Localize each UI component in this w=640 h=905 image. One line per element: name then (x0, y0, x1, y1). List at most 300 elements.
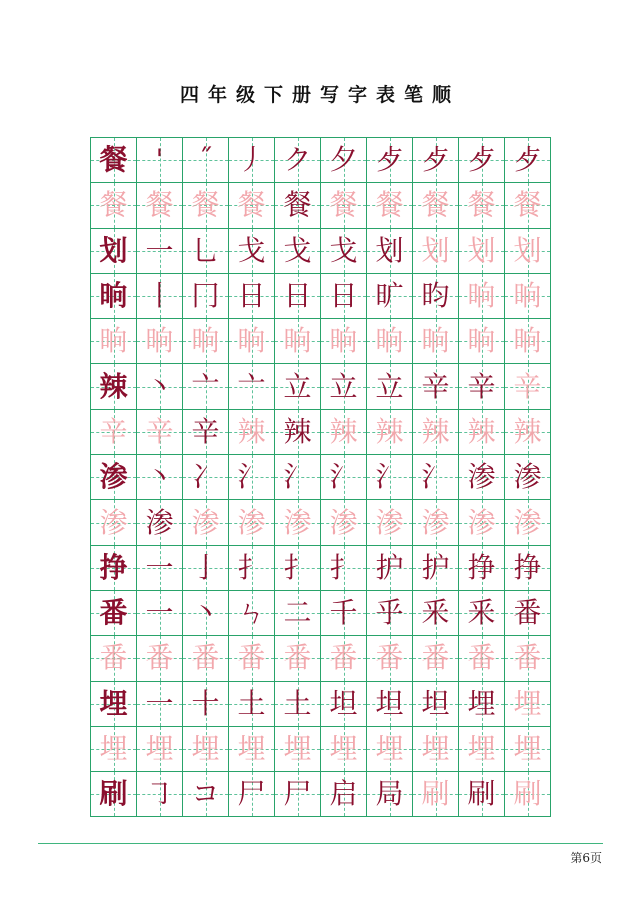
stroke-order-cell (91, 410, 137, 455)
stroke-order-cell (321, 274, 367, 319)
cell-character: 渗 (283, 505, 312, 539)
cell-character: 戈 (237, 233, 266, 267)
cell-character: 划 (375, 233, 404, 267)
stroke-order-cell (459, 410, 505, 455)
cell-character: 晌 (467, 279, 496, 313)
cell-character: 一 (145, 686, 174, 720)
cell-character: 刷 (99, 777, 128, 811)
stroke-order-cell (321, 319, 367, 364)
stroke-order-cell (137, 274, 183, 319)
cell-character: 渗 (513, 505, 542, 539)
cell-character: 氵 (421, 460, 450, 494)
cell-character: 渗 (421, 505, 450, 539)
stroke-order-cell (183, 500, 229, 545)
stroke-order-cell (137, 455, 183, 500)
stroke-order-cell (275, 682, 321, 727)
stroke-order-cell (321, 364, 367, 409)
cell-character: 渗 (145, 505, 174, 539)
stroke-order-cell (229, 546, 275, 591)
stroke-order-cell (505, 546, 551, 591)
cell-character: 坦 (375, 686, 404, 720)
cell-character: 日 (329, 279, 358, 313)
cell-character: 番 (99, 641, 128, 675)
character-cell-main (91, 455, 137, 500)
cell-character: 餐 (99, 188, 128, 222)
cell-character: 乎 (375, 596, 404, 630)
cell-character: 餐 (283, 188, 312, 222)
cell-character: 埋 (421, 732, 450, 765)
character-cell-main (91, 772, 137, 817)
stroke-order-cell (505, 636, 551, 681)
cell-character: 辣 (375, 414, 404, 448)
stroke-order-cell (505, 727, 551, 772)
cell-character: 辛 (421, 369, 450, 403)
cell-character: 埋 (145, 732, 174, 765)
stroke-order-cell (275, 183, 321, 228)
stroke-order-cell (459, 591, 505, 636)
stroke-order-cell (459, 455, 505, 500)
cell-character: 餐 (467, 188, 496, 222)
character-cell-main (91, 546, 137, 591)
stroke-order-cell (137, 229, 183, 274)
cell-character: 立 (375, 369, 404, 403)
cell-character: 埋 (237, 732, 266, 765)
cell-character: ˝ (198, 143, 213, 177)
stroke-order-cell (505, 455, 551, 500)
cell-character: 挣 (467, 550, 496, 584)
stroke-order-cell (367, 364, 413, 409)
stroke-order-cell (275, 274, 321, 319)
cell-character: 渗 (237, 505, 266, 539)
stroke-order-cell (367, 319, 413, 364)
page-number: 第6页 (570, 851, 602, 865)
cell-character: 二 (283, 596, 312, 630)
stroke-order-cell (321, 229, 367, 274)
stroke-order-cell (229, 636, 275, 681)
cell-character: 番 (513, 641, 542, 675)
stroke-order-cell (367, 274, 413, 319)
cell-character: 辣 (237, 414, 266, 448)
stroke-order-cell (137, 682, 183, 727)
cell-character: 晌 (99, 279, 128, 313)
stroke-order-cell (183, 682, 229, 727)
cell-character: 渗 (467, 460, 496, 494)
cell-character: 番 (421, 641, 450, 675)
stroke-order-cell (137, 636, 183, 681)
stroke-order-cell (321, 772, 367, 817)
stroke-order-cell (413, 772, 459, 817)
cell-character: 戈 (329, 233, 358, 267)
stroke-order-cell (413, 500, 459, 545)
stroke-order-cell (367, 727, 413, 772)
cell-character: 埋 (375, 732, 404, 765)
cell-character: ㄣ (237, 596, 266, 630)
cell-character: 刷 (421, 777, 450, 811)
stroke-order-cell (183, 138, 229, 183)
cell-character: 番 (375, 641, 404, 675)
cell-character: 歺 (513, 143, 542, 177)
stroke-order-cell (413, 591, 459, 636)
cell-character: 渗 (99, 505, 128, 539)
stroke-order-cell (413, 183, 459, 228)
cell-character: 亠 (191, 369, 220, 403)
stroke-order-cell (91, 319, 137, 364)
stroke-order-cell (137, 410, 183, 455)
cell-character: 番 (467, 641, 496, 675)
character-cell-main (91, 138, 137, 183)
cell-character: 辣 (329, 414, 358, 448)
cell-character: 辣 (421, 414, 450, 448)
stroke-order-cell (275, 229, 321, 274)
stroke-order-cell (183, 727, 229, 772)
stroke-order-cell (367, 546, 413, 591)
stroke-order-cell (367, 772, 413, 817)
cell-character: 划 (421, 233, 450, 267)
cell-character: 辛 (513, 369, 542, 403)
stroke-order-cell (183, 229, 229, 274)
cell-character: 刷 (467, 777, 496, 811)
cell-character: 番 (237, 641, 266, 675)
stroke-order-cell (505, 183, 551, 228)
cell-character: 扌 (283, 550, 312, 584)
stroke-order-cell (91, 636, 137, 681)
stroke-order-cell (137, 727, 183, 772)
stroke-order-cell (275, 455, 321, 500)
stroke-order-cell (229, 138, 275, 183)
cell-character: 坦 (329, 686, 358, 720)
cell-character: 晌 (99, 324, 128, 358)
stroke-order-cell (137, 138, 183, 183)
stroke-order-cell (137, 183, 183, 228)
cell-character: 十 (191, 686, 220, 720)
cell-character: 釆 (421, 596, 450, 630)
cell-character: 埋 (329, 732, 358, 765)
stroke-order-cell (183, 319, 229, 364)
cell-character: 一 (145, 550, 174, 584)
stroke-order-cell (459, 772, 505, 817)
cell-character: 启 (329, 777, 358, 811)
character-cell-main (91, 591, 137, 636)
stroke-order-cell (459, 727, 505, 772)
cell-character: 埋 (513, 686, 542, 720)
stroke-order-cell (183, 364, 229, 409)
stroke-order-cell (459, 636, 505, 681)
stroke-order-cell (183, 410, 229, 455)
cell-character: 护 (421, 550, 450, 584)
stroke-order-cell (505, 319, 551, 364)
stroke-order-cell (367, 229, 413, 274)
cell-character: 番 (145, 641, 174, 675)
stroke-order-cell (275, 364, 321, 409)
cell-character: 釆 (467, 596, 496, 630)
cell-character: 埋 (467, 732, 496, 765)
cell-character: 乚 (191, 233, 220, 267)
cell-character: 土 (237, 686, 266, 720)
cell-character: 辛 (467, 369, 496, 403)
stroke-order-cell (459, 138, 505, 183)
cell-character: 餐 (191, 188, 220, 222)
cell-character: 局 (375, 777, 404, 811)
cell-character: 划 (99, 233, 128, 267)
stroke-order-cell (367, 591, 413, 636)
cell-character: 晌 (191, 324, 220, 358)
cell-character: 番 (99, 596, 128, 630)
cell-character: 丿 (237, 143, 266, 177)
cell-character: 晌 (513, 279, 542, 313)
cell-character: 餐 (329, 188, 358, 222)
cell-character: 晌 (283, 324, 312, 358)
cell-character: 餐 (99, 143, 128, 177)
cell-character: 丨 (145, 279, 174, 313)
stroke-order-cell (459, 319, 505, 364)
cell-character: 晌 (145, 324, 174, 358)
cell-character: 埋 (191, 732, 220, 765)
stroke-order-cell (413, 364, 459, 409)
stroke-order-cell (413, 138, 459, 183)
cell-character: 埋 (283, 732, 312, 765)
cell-character: 餐 (513, 188, 542, 222)
cell-character: 晌 (237, 324, 266, 358)
stroke-order-cell (275, 319, 321, 364)
stroke-order-cell (229, 727, 275, 772)
cell-character: 埋 (513, 732, 542, 765)
stroke-order-cell (91, 500, 137, 545)
cell-character: 亅 (191, 550, 220, 584)
cell-character: 氵 (237, 460, 266, 494)
stroke-order-cell (413, 682, 459, 727)
cell-character: 渗 (191, 505, 220, 539)
stroke-order-cell (321, 546, 367, 591)
stroke-order-cell (505, 772, 551, 817)
stroke-order-cell (505, 138, 551, 183)
stroke-order-cell (229, 682, 275, 727)
cell-character: 旷 (375, 279, 404, 313)
stroke-order-cell (321, 183, 367, 228)
stroke-order-cell (229, 183, 275, 228)
stroke-order-cell (229, 772, 275, 817)
stroke-order-cell (275, 410, 321, 455)
stroke-order-cell (183, 546, 229, 591)
stroke-order-cell (367, 183, 413, 228)
cell-character: 辛 (99, 414, 128, 448)
cell-character: 冫 (191, 460, 220, 494)
cell-character: 歺 (375, 143, 404, 177)
stroke-order-cell (321, 591, 367, 636)
cell-character: 一 (145, 233, 174, 267)
cell-character: 歺 (467, 143, 496, 177)
cell-character: 护 (375, 550, 404, 584)
stroke-order-cell (459, 274, 505, 319)
cell-character: 晌 (467, 324, 496, 358)
cell-character: 一 (145, 596, 174, 630)
cell-character: 番 (191, 641, 220, 675)
stroke-order-cell (413, 274, 459, 319)
cell-character: 氵 (375, 460, 404, 494)
cell-character: 辛 (191, 414, 220, 448)
cell-character: 晌 (421, 324, 450, 358)
stroke-order-cell (229, 410, 275, 455)
stroke-order-cell (183, 636, 229, 681)
stroke-order-cell (321, 636, 367, 681)
stroke-order-cell (321, 727, 367, 772)
stroke-order-cell (229, 319, 275, 364)
stroke-order-cell (275, 772, 321, 817)
stroke-order-cell (321, 500, 367, 545)
cell-character: 埋 (467, 686, 496, 720)
stroke-order-cell (321, 138, 367, 183)
stroke-order-cell (367, 500, 413, 545)
cell-character: 戈 (283, 233, 312, 267)
stroke-order-cell (505, 410, 551, 455)
cell-character: 氵 (283, 460, 312, 494)
cell-character: 辣 (99, 369, 128, 403)
stroke-order-cell (229, 364, 275, 409)
cell-character: 辣 (283, 414, 312, 448)
stroke-order-cell (275, 500, 321, 545)
stroke-order-cell (275, 546, 321, 591)
stroke-order-cell (413, 546, 459, 591)
cell-character: 渗 (467, 505, 496, 539)
cell-character: 番 (513, 596, 542, 630)
stroke-order-cell (413, 455, 459, 500)
cell-character: 渗 (329, 505, 358, 539)
cell-character: 夕 (329, 143, 358, 177)
stroke-order-cell (229, 274, 275, 319)
stroke-order-cell (505, 274, 551, 319)
stroke-order-cell (137, 546, 183, 591)
cell-character: 番 (329, 641, 358, 675)
character-cell-main (91, 229, 137, 274)
cell-character: 刷 (513, 777, 542, 811)
cell-character: 餐 (421, 188, 450, 222)
stroke-order-cell (137, 500, 183, 545)
cell-character: ク (283, 143, 312, 177)
stroke-order-cell (321, 682, 367, 727)
cell-character: 丶 (145, 460, 174, 494)
stroke-order-cell (321, 410, 367, 455)
stroke-order-cell (367, 455, 413, 500)
stroke-order-cell (459, 546, 505, 591)
cell-character: 渗 (99, 460, 128, 494)
cell-character: 昀 (421, 279, 450, 313)
cell-character: 千 (329, 596, 358, 630)
cell-character: 辣 (513, 414, 542, 448)
cell-character: 晌 (513, 324, 542, 358)
stroke-order-cell (459, 229, 505, 274)
stroke-order-cell (137, 591, 183, 636)
cell-character: 晌 (375, 324, 404, 358)
cell-character: 辛 (145, 414, 174, 448)
stroke-order-cell (183, 274, 229, 319)
cell-character: 土 (283, 686, 312, 720)
stroke-order-cell (137, 772, 183, 817)
stroke-order-cell (505, 229, 551, 274)
stroke-order-cell (183, 455, 229, 500)
stroke-order-cell (183, 772, 229, 817)
cell-character: 立 (329, 369, 358, 403)
stroke-order-cell (505, 682, 551, 727)
cell-character: 渗 (513, 460, 542, 494)
stroke-order-cell (275, 591, 321, 636)
stroke-order-cell (229, 455, 275, 500)
character-cell-main (91, 364, 137, 409)
stroke-order-cell (275, 636, 321, 681)
cell-character: 餐 (237, 188, 266, 222)
stroke-order-cell (229, 229, 275, 274)
stroke-order-cell (91, 183, 137, 228)
stroke-order-cell (459, 500, 505, 545)
stroke-order-cell (137, 364, 183, 409)
cell-character: 丶 (145, 369, 174, 403)
stroke-order-cell (505, 591, 551, 636)
stroke-order-cell (413, 319, 459, 364)
stroke-order-cell (321, 455, 367, 500)
cell-character: 歺 (421, 143, 450, 177)
stroke-order-cell (367, 636, 413, 681)
cell-character: 划 (513, 233, 542, 267)
stroke-order-cell (413, 410, 459, 455)
footer-divider (38, 843, 603, 844)
cell-character: 坦 (421, 686, 450, 720)
cell-character: 餐 (375, 188, 404, 222)
stroke-order-cell (183, 591, 229, 636)
cell-character: 辣 (467, 414, 496, 448)
character-cell-main (91, 274, 137, 319)
cell-character: 埋 (99, 686, 128, 720)
cell-character: 日 (283, 279, 312, 313)
stroke-order-cell (459, 682, 505, 727)
cell-character: 挣 (513, 550, 542, 584)
stroke-order-cell (413, 727, 459, 772)
cell-character: コ (191, 777, 220, 811)
stroke-order-cell (505, 500, 551, 545)
stroke-order-cell (413, 636, 459, 681)
cell-character: 亠 (237, 369, 266, 403)
cell-character: ㇆ (145, 777, 174, 811)
stroke-order-cell (229, 591, 275, 636)
stroke-order-cell (137, 319, 183, 364)
cell-character: 氵 (329, 460, 358, 494)
stroke-order-cell (413, 229, 459, 274)
cell-character: 番 (283, 641, 312, 675)
cell-character: 扌 (329, 550, 358, 584)
page-title: 四年级下册写字表笔顺 (179, 84, 460, 106)
cell-character: 丶 (191, 596, 220, 630)
cell-character: 扌 (237, 550, 266, 584)
stroke-order-cell (275, 138, 321, 183)
cell-character: 餐 (145, 188, 174, 222)
stroke-order-cell (367, 138, 413, 183)
stroke-order-cell (91, 727, 137, 772)
cell-character: 埋 (99, 732, 128, 765)
cell-character: 晌 (329, 324, 358, 358)
writing-grid (90, 137, 551, 817)
cell-character: 划 (467, 233, 496, 267)
stroke-order-cell (367, 410, 413, 455)
cell-character: 尸 (237, 777, 266, 811)
stroke-order-cell (229, 500, 275, 545)
cell-character: 立 (283, 369, 312, 403)
cell-character: ' (155, 143, 164, 177)
character-cell-main (91, 682, 137, 727)
stroke-order-cell (459, 183, 505, 228)
cell-character: 日 (237, 279, 266, 313)
stroke-order-cell (367, 682, 413, 727)
stroke-order-cell (459, 364, 505, 409)
stroke-order-cell (505, 364, 551, 409)
stroke-order-cell (275, 727, 321, 772)
cell-character: 挣 (99, 550, 128, 584)
